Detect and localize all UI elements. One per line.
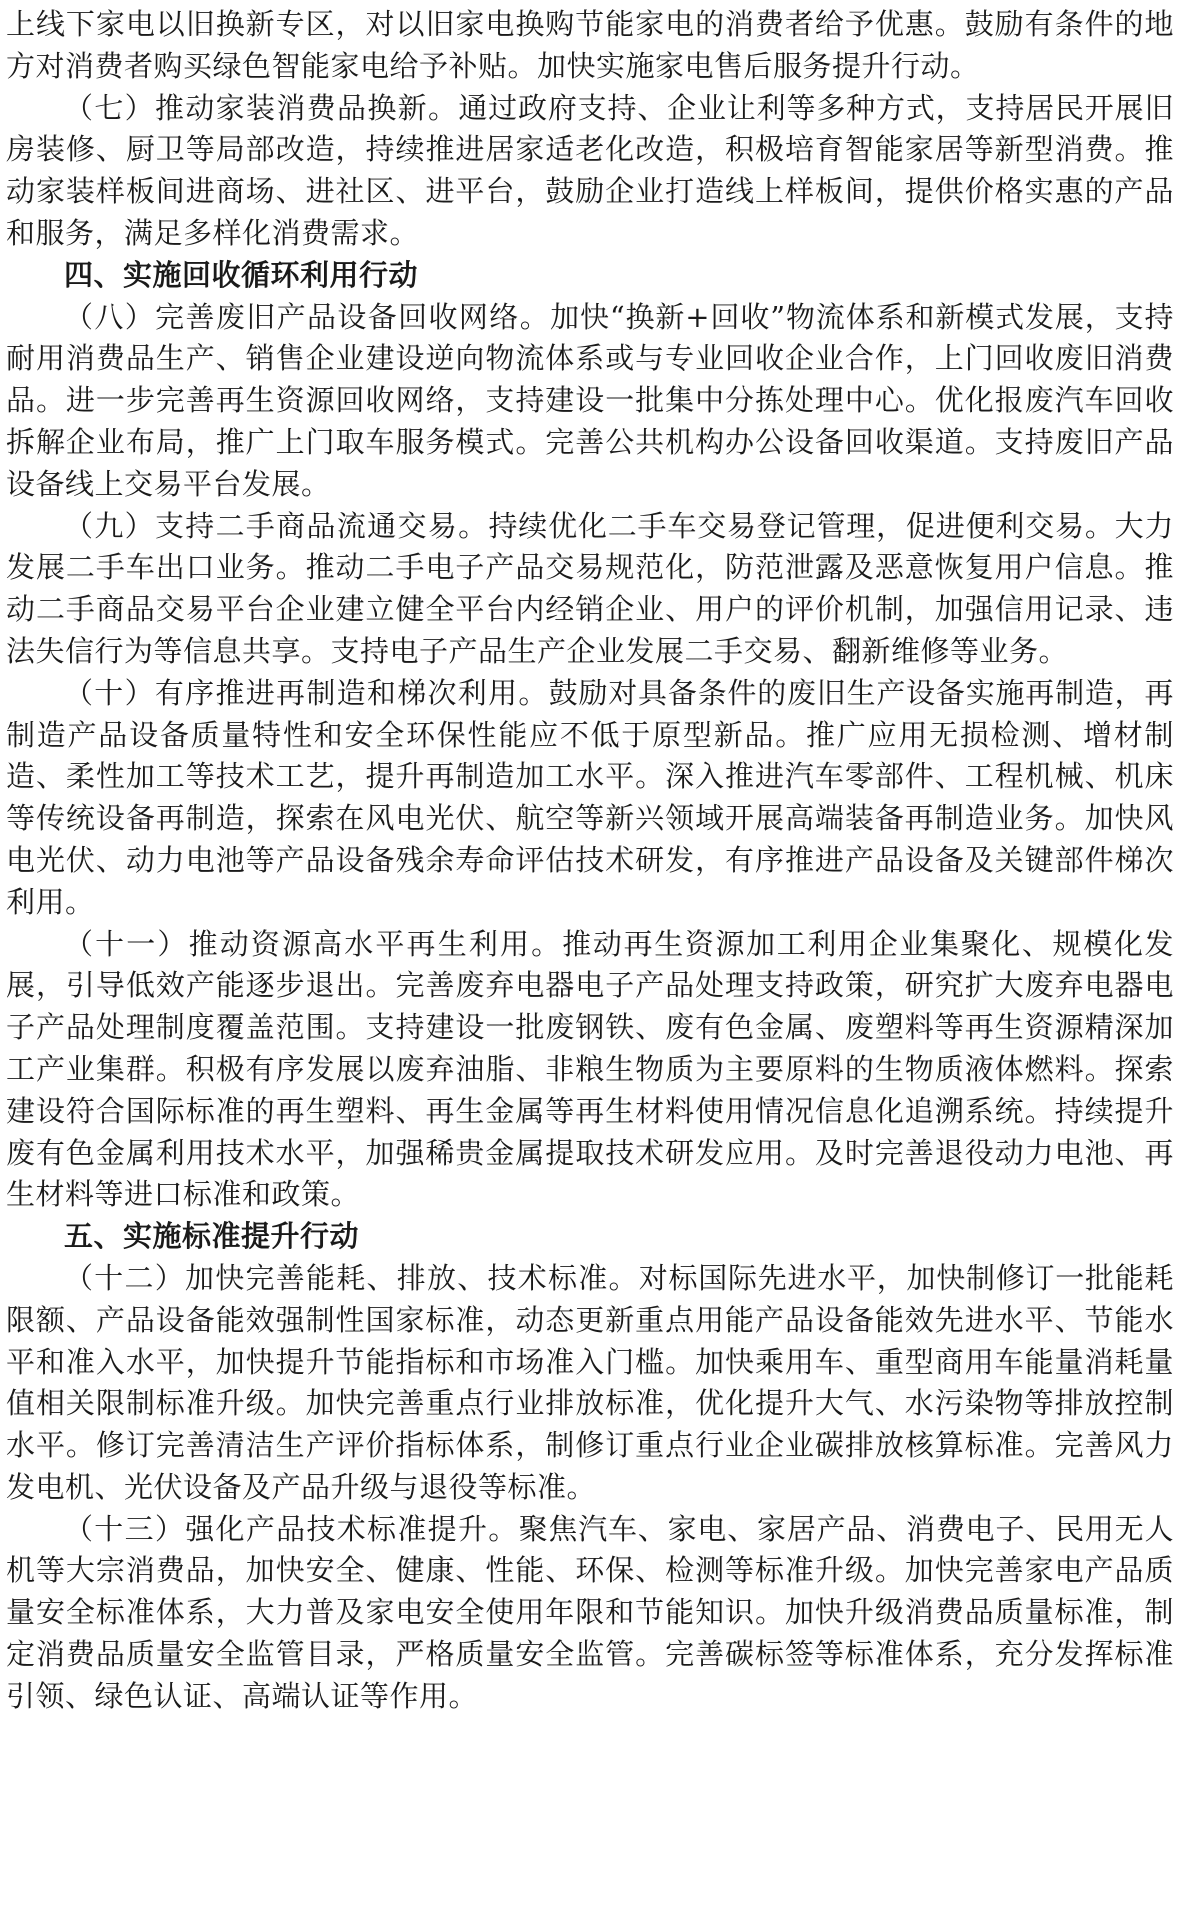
paragraph-lead: （十二）加快完善能耗、排放、技术标准。 (64, 1260, 639, 1295)
paragraph-item-9 (6, 506, 1174, 673)
paragraph-item-11 (6, 924, 1174, 1217)
paragraph-item-7 (6, 88, 1174, 255)
paragraph-item-10 (6, 673, 1174, 924)
paragraph-lead: （十一）推动资源高水平再生利用。 (64, 926, 563, 961)
section-heading-5: 五、实施标准提升行动 (64, 1219, 360, 1254)
document-page (6, 4, 1174, 1718)
paragraph-body: 持续优化二手车交易登记管理，促进便利交易。大力发展二手车出口业务。推动二手电子产品交易规范化，防范泄露及恶意恢复用户信息。推动二手商品交易平台企业建立健全平台内经销企业、用户的评价机制，加强信用记录、违法失信行为等信息共享。支持电子产品生产企业发展二手交易、翻新维修等业务。 (6, 508, 1174, 668)
paragraph-lead: （十）有序推进再制造和梯次利用。 (64, 675, 549, 710)
paragraph-body: 通过政府支持、企业让利等多种方式，支持居民开展旧房装修、厨卫等局部改造，持续推进居家适老化改造，积极培育智能家居等新型消费。推动家装样板间进商场、进社区、进平台，鼓励企业打造线上样板间，提供价格实惠的产品和服务，满足多样化消费需求。 (6, 90, 1174, 250)
paragraph-body: 鼓励对具备条件的废旧生产设备实施再制造，再制造产品设备质量特性和安全环保性能应不低于原型新品。推广应用无损检测、增材制造、柔性加工等技术工艺，提升再制造加工水平。深入推进汽车零部件、工程机械、机床等传统设备再制造，探索在风电光伏、航空等新兴领域开展高端装备再制造业务。加快风电光伏、动力电池等产品设备残余寿命评估技术研发，有序推进产品设备及关键部件梯次利用。 (6, 675, 1174, 919)
paragraph-home-appliance-continued (6, 4, 1174, 88)
paragraph-body: 聚焦汽车、家电、家居产品、消费电子、民用无人机等大宗消费品，加快安全、健康、性能、环保、检测等标准升级。加快完善家电产品质量安全标准体系，大力普及家电安全使用年限和节能知识。加快升级消费品质量标准，制定消费品质量安全监管目录，严格质量安全监管。完善碳标签等标准体系，充分发挥标准引领、绿色认证、高端认证等作用。 (6, 1511, 1174, 1713)
paragraph-body: 加快“换新+回收”物流体系和新模式发展，支持耐用消费品生产、销售企业建设逆向物流体系或与专业回收企业合作，上门回收废旧消费品。进一步完善再生资源回收网络，支持建设一批集中分拣处理中心。优化报废汽车回收拆解企业布局，推广上门取车服务模式。完善公共机构办公设备回收渠道。支持废旧产品设备线上交易平台发展。 (6, 299, 1174, 501)
paragraph-body: 对标国际先进水平，加快制修订一批能耗限额、产品设备能效强制性国家标准，动态更新重点用能产品设备能效先进水平、节能水平和准入水平，加快提升节能指标和市场准入门槛。加快乘用车、重型商用车能量消耗量值相关限制标准升级。加快完善重点行业排放标准，优化提升大气、水污染物等排放控制水平。修订完善清洁生产评价指标体系，制修订重点行业企业碳排放核算标准。完善风力发电机、光伏设备及产品升级与退役等标准。 (6, 1260, 1174, 1504)
paragraph-body: 推动再生资源加工利用企业集聚化、规模化发展，引导低效产能逐步退出。完善废弃电器电子产品处理支持政策，研究扩大废弃电器电子产品处理制度覆盖范围。支持建设一批废钢铁、废有色金属、废塑料等再生资源精深加工产业集群。积极有序发展以废弃油脂、非粮生物质为主要原料的生物质液体燃料。探索建设符合国际标准的再生塑料、再生金属等再生材料使用情况信息化追溯系统。持续提升废有色金属利用技术水平，加强稀贵金属提取技术研发应用。及时完善退役动力电池、再生材料等进口标准和政策。 (6, 926, 1174, 1212)
paragraph-item-13 (6, 1509, 1174, 1718)
paragraph-item-12 (6, 1258, 1174, 1509)
paragraph-body: 上线下家电以旧换新专区，对以旧家电换购节能家电的消费者给予优惠。鼓励有条件的地方对消费者购买绿色智能家电给予补贴。加快实施家电售后服务提升行动。 (6, 7, 1174, 83)
paragraph-item-8 (6, 297, 1174, 506)
paragraph-lead: （十三）强化产品技术标准提升。 (64, 1511, 519, 1546)
paragraph-lead: （八）完善废旧产品设备回收网络。 (64, 299, 551, 334)
section-heading-4: 四、实施回收循环利用行动 (64, 257, 419, 292)
paragraph-lead: （七）推动家装消费品换新。 (64, 90, 459, 125)
paragraph-lead: （九）支持二手商品流通交易。 (64, 508, 489, 543)
